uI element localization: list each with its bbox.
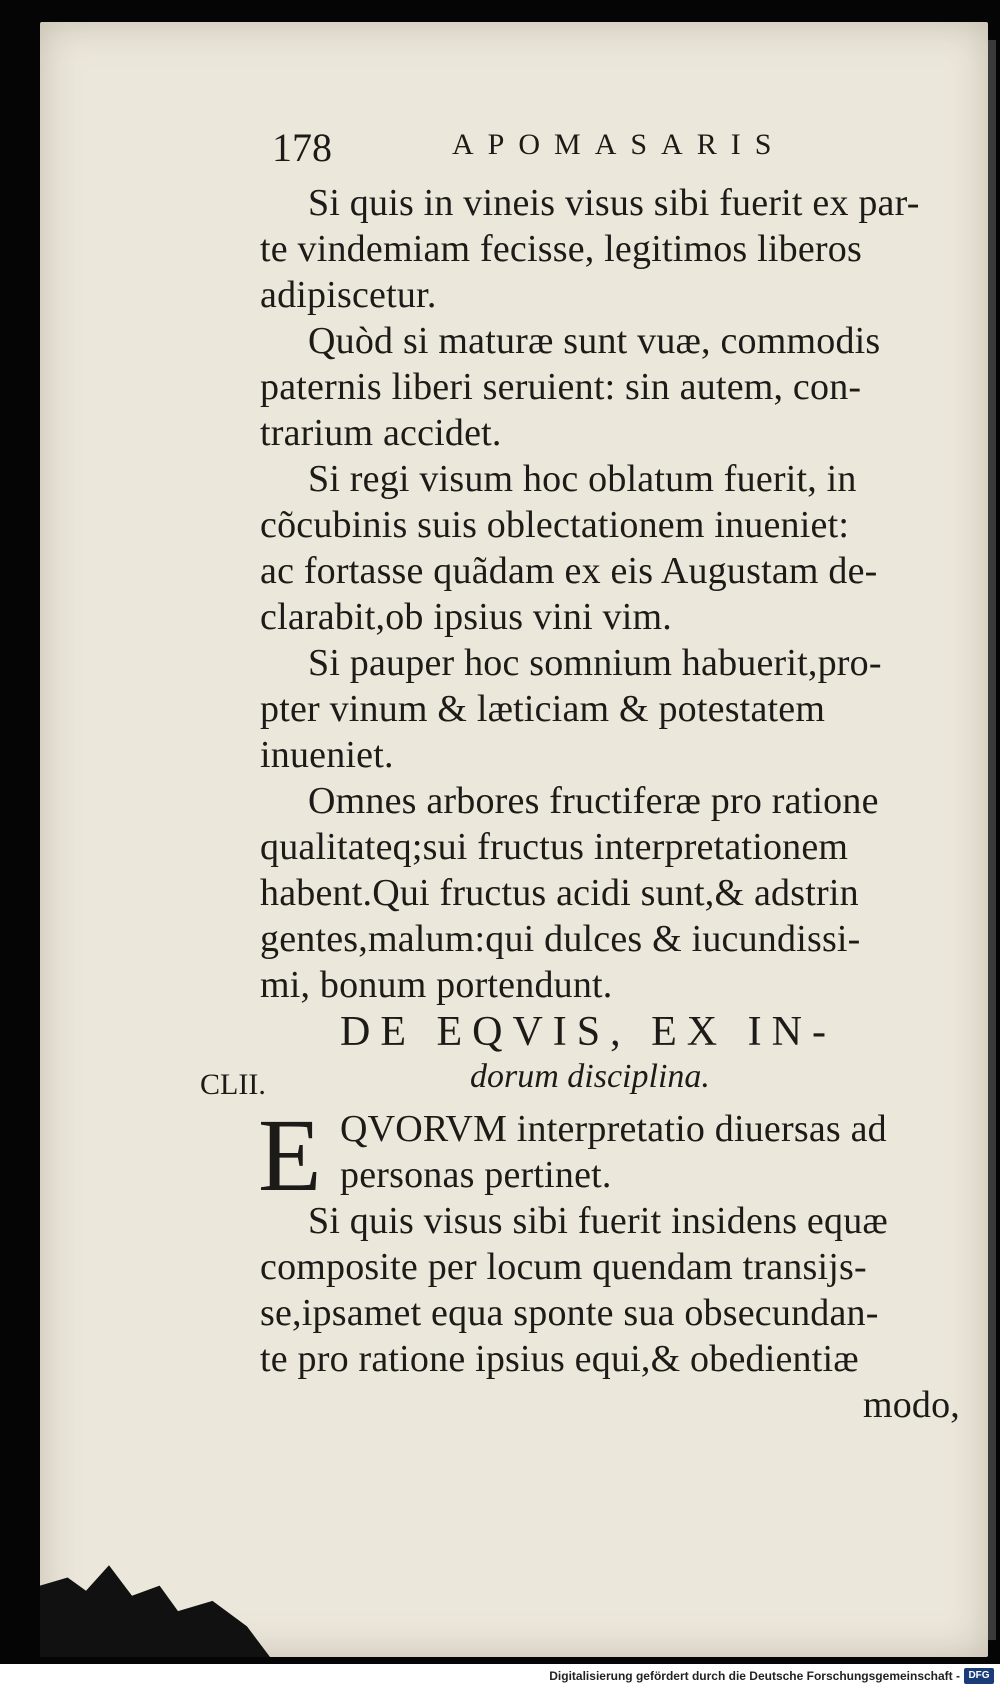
text-line: Si quis visus sibi fuerit insidens equæ [308,1200,888,1242]
text-line: Si quis in vineis visus sibi fuerit ex par- [308,182,920,224]
book-page [40,22,988,1657]
text-line: gentes,malum:qui dulces & iucundissi- [260,918,861,960]
text-line: qualitateq;sui fructus interpretationem [260,826,849,868]
footer-credit: Digitalisierung gefördert durch die Deutsche Forschungsgemeinschaft - [549,1669,960,1683]
text-line: te pro ratione ipsius equi,& obedientiæ [260,1338,859,1380]
footer-bar [0,1664,1000,1690]
text-line: composite per locum quendam transijs- [260,1246,867,1288]
margin-number: CLII. [200,1068,266,1101]
text-line: ac fortasse quãdam ex eis Augustam de- [260,550,878,592]
text-line: trarium accidet. [260,412,502,454]
catchword: modo, [862,1384,960,1426]
section-subheading: dorum disciplina. [470,1058,710,1095]
text-line: Si pauper hoc somnium habuerit,pro- [308,642,882,684]
page-edge [988,40,996,1640]
page-number: 178 [272,125,332,170]
text-line: QVORVM interpretatio diuersas ad [340,1108,887,1150]
drop-cap: E [258,1098,322,1213]
dfg-logo: DFG [964,1668,994,1684]
text-line: personas pertinet. [340,1154,612,1196]
text-line: paternis liberi seruient: sin autem, con- [260,366,862,408]
text-line: Quòd si maturæ sunt vuæ, commodis [308,320,881,362]
page-text [40,22,988,1657]
text-line: mi, bonum portendunt. [260,964,613,1006]
text-line: cõcubinis suis oblectationem inueniet: [260,504,850,546]
text-line: habent.Qui fructus acidi sunt,& adstrin [260,872,859,914]
section-heading: DE EQVIS, EX IN- [340,1009,836,1055]
running-title: APOMASARIS [452,128,786,161]
text-line: te vindemiam fecisse, legitimos liberos [260,228,862,270]
text-line: clarabit,ob ipsius vini vim. [260,596,672,638]
text-line: inueniet. [260,734,394,776]
text-line: pter vinum & læticiam & potestatem [260,688,826,730]
text-line: se,ipsamet equa sponte sua obsecundan- [260,1292,879,1334]
text-line: Omnes arbores fructiferæ pro ratione [308,780,879,822]
text-line: adipiscetur. [260,274,437,316]
text-line: Si regi visum hoc oblatum fuerit, in [308,458,857,500]
